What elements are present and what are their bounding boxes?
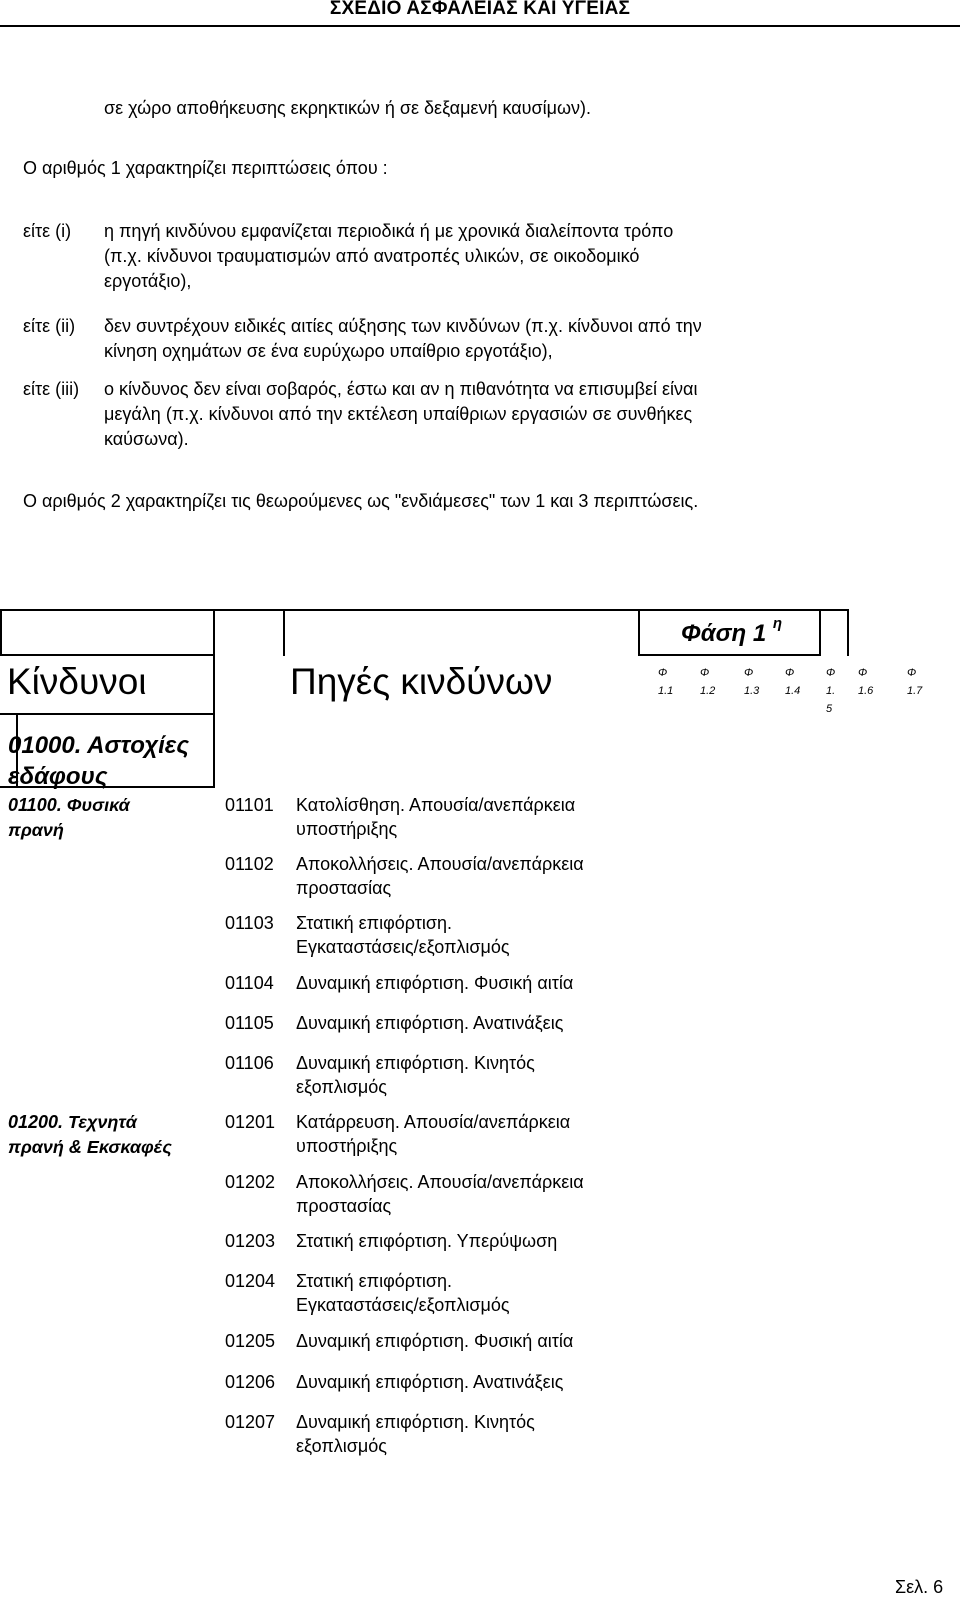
phase-column-4	[785, 664, 800, 700]
case-text-i	[104, 219, 673, 294]
paragraph-1: Ο αριθμός 1 χαρακτηρίζει περιπτώσεις όπου :	[23, 158, 388, 178]
text-line: Στατική επιφόρτιση. Υπερύψωση	[296, 1231, 558, 1251]
table-rule	[283, 609, 285, 656]
text-line: Κατολίσθηση. Απουσία/ανεπάρκεια	[296, 795, 576, 815]
text-line: Στατική επιφόρτιση.	[296, 913, 452, 933]
phase-column-2	[700, 664, 715, 700]
subcategory-natural-slopes	[8, 793, 130, 843]
text-line: Εγκαταστάσεις/εξοπλισμός	[296, 937, 510, 957]
case-label-ii: είτε (ii)	[23, 316, 76, 336]
hazard-code: 01105	[225, 1013, 274, 1033]
table-top-border	[0, 609, 849, 611]
case-label-i: είτε (i)	[23, 221, 72, 241]
table-rule	[819, 609, 821, 656]
text-line: εργοτάξιο),	[104, 271, 192, 291]
table-left-border	[0, 609, 2, 654]
phase-col-number: 1.7	[907, 685, 923, 697]
main-category	[8, 730, 189, 792]
document-title: ΣΧΕΔΙΟ ΑΣΦΑΛΕΙΑΣ ΚΑΙ ΥΓΕΙΑΣ	[329, 0, 631, 19]
text-line: Εγκαταστάσεις/εξοπλισμός	[296, 1295, 510, 1315]
phase-superscript: η	[772, 615, 783, 632]
category-line: 01100. Φυσικά	[8, 795, 130, 815]
table-rule	[213, 609, 215, 788]
phase-col-number: 1.2	[700, 685, 716, 697]
phase-col-number: 1.4	[785, 685, 801, 697]
hazard-description	[296, 793, 575, 841]
phase-col-number: 1.6	[858, 685, 874, 697]
hazard-description	[296, 1229, 557, 1253]
phase-label: Φάση 1	[681, 620, 767, 647]
hazard-code: 01206	[225, 1372, 276, 1392]
hazard-description	[296, 1051, 535, 1099]
category-line: πρανή & Εκσκαφές	[8, 1137, 172, 1157]
phase-col-number: 1.	[826, 685, 836, 697]
text-line: Δυναμική επιφόρτιση. Κινητός	[296, 1412, 535, 1432]
hazard-description	[296, 1410, 535, 1458]
hazard-code: 01201	[225, 1112, 276, 1132]
hazard-code: 01104	[225, 973, 274, 993]
phase-column-6	[858, 664, 873, 700]
text-line: προστασίας	[296, 878, 392, 898]
table-rule	[638, 609, 640, 656]
hazard-description	[296, 1011, 563, 1035]
text-line: Αποκολλήσεις. Απουσία/ανεπάρκεια	[296, 1172, 584, 1192]
page-number: Σελ. 6	[895, 1577, 944, 1597]
case-text-iii	[104, 377, 697, 452]
text-line: ο κίνδυνος δεν είναι σοβαρός, έστω και αν η πιθανότητα να επισυμβεί είναι	[104, 379, 698, 399]
hazard-code: 01102	[225, 854, 274, 874]
text-line: Δυναμική επιφόρτιση. Ανατινάξεις	[296, 1372, 564, 1392]
text-line: Δυναμική επιφόρτιση. Κινητός	[296, 1053, 535, 1073]
hazard-description	[296, 1370, 563, 1394]
hazard-code: 01203	[225, 1231, 276, 1251]
subcategory-artificial-slopes	[8, 1110, 172, 1160]
category-line: 01000. Αστοχίες	[8, 732, 190, 759]
phase-header	[681, 615, 783, 648]
phase-col-number-wrap: 5	[826, 703, 833, 715]
table-rule	[847, 609, 849, 656]
phase-column-3	[744, 664, 759, 700]
phase-col-symbol: Φ	[744, 667, 754, 679]
text-line: υποστήριξης	[296, 1136, 398, 1156]
column-header-hazards: Κίνδυνοι	[7, 661, 147, 702]
hazard-description	[296, 1269, 510, 1317]
text-line: προστασίας	[296, 1196, 392, 1216]
phase-col-symbol: Φ	[826, 667, 836, 679]
case-label-iii: είτε (iii)	[23, 379, 80, 399]
hazard-code: 01103	[225, 913, 274, 933]
case-text-ii	[104, 314, 702, 364]
text-line: υποστήριξης	[296, 819, 398, 839]
hazard-code: 01204	[225, 1271, 276, 1291]
text-line: η πηγή κινδύνου εμφανίζεται περιοδικά ή με χρονικά διαλείποντα τρόπο	[104, 221, 674, 241]
hazard-description	[296, 1329, 573, 1353]
text-line: κίνηση οχημάτων σε ένα ευρύχωρο υπαίθριο εργοτάξιο),	[104, 341, 553, 361]
text-line: (π.χ. κίνδυνοι τραυματισμών από ανατροπές υλικών, σε οικοδομικό	[104, 246, 640, 266]
hazard-description	[296, 911, 510, 959]
text-line: Δυναμική επιφόρτιση. Ανατινάξεις	[296, 1013, 564, 1033]
paragraph-2: Ο αριθμός 2 χαρακτηρίζει τις θεωρούμενες ως "ενδιάμεσες" των 1 και 3 περιπτώσεις.	[23, 491, 699, 511]
text-line: Κατάρρευση. Απουσία/ανεπάρκεια	[296, 1112, 571, 1132]
phase-col-symbol: Φ	[907, 667, 917, 679]
hazard-code: 01207	[225, 1412, 276, 1432]
phase-col-number: 1.1	[658, 685, 674, 697]
text-line: μεγάλη (π.χ. κίνδυνοι από την εκτέλεση υπαίθριων εργασιών σε συνθήκες	[104, 404, 693, 424]
hazard-description	[296, 971, 573, 995]
hazard-description	[296, 852, 584, 900]
hazard-code: 01205	[225, 1331, 276, 1351]
table-rule	[0, 713, 215, 715]
category-line: εδάφους	[8, 763, 108, 790]
page-header	[0, 0, 960, 24]
text-line: Δυναμική επιφόρτιση. Φυσική αιτία	[296, 1331, 574, 1351]
text-line: δεν συντρέχουν ειδικές αιτίες αύξησης των κινδύνων (π.χ. κίνδυνοι από την	[104, 316, 702, 336]
text-line: καύσωνα).	[104, 429, 189, 449]
phase-col-symbol: Φ	[700, 667, 710, 679]
category-line: 01200. Τεχνητά	[8, 1112, 137, 1132]
column-header-sources: Πηγές κινδύνων	[290, 661, 553, 702]
hazard-code: 01106	[225, 1053, 274, 1073]
hazard-code: 01101	[225, 795, 274, 815]
text-line: Αποκολλήσεις. Απουσία/ανεπάρκεια	[296, 854, 584, 874]
header-rule	[0, 25, 960, 27]
table-rule	[638, 654, 821, 656]
text-line: Στατική επιφόρτιση.	[296, 1271, 452, 1291]
phase-col-symbol: Φ	[858, 667, 868, 679]
table-rule	[0, 654, 215, 656]
text-line: Δυναμική επιφόρτιση. Φυσική αιτία	[296, 973, 574, 993]
phase-col-symbol: Φ	[658, 667, 668, 679]
text-line: εξοπλισμός	[296, 1077, 387, 1097]
category-line: πρανή	[8, 820, 64, 840]
hazard-description	[296, 1170, 584, 1218]
intro-line: σε χώρο αποθήκευσης εκρηκτικών ή σε δεξαμενή καυσίμων).	[104, 98, 592, 118]
phase-column-7	[907, 664, 922, 700]
phase-col-symbol: Φ	[785, 667, 795, 679]
phase-column-5	[826, 664, 835, 718]
hazard-code: 01202	[225, 1172, 276, 1192]
phase-column-1	[658, 664, 673, 700]
text-line: εξοπλισμός	[296, 1436, 387, 1456]
phase-col-number: 1.3	[744, 685, 760, 697]
hazard-description	[296, 1110, 570, 1158]
